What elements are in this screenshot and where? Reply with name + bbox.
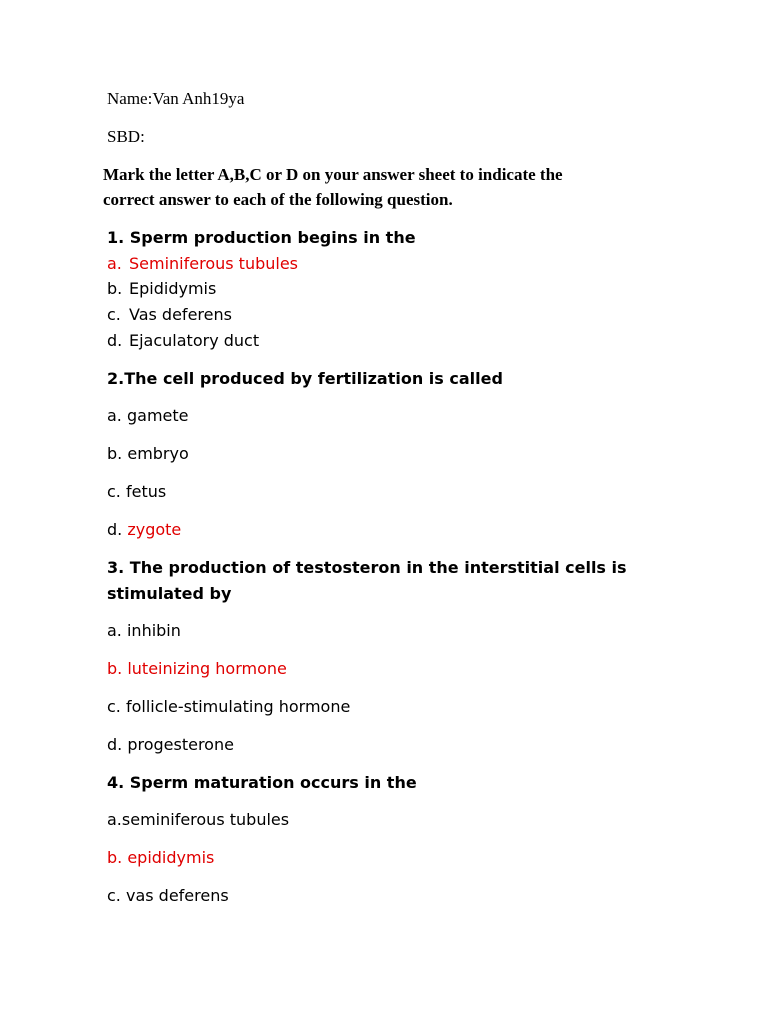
option-letter: a.	[107, 254, 122, 273]
question-1-option-c	[107, 305, 232, 325]
question-2-option-a	[107, 406, 189, 426]
student-name: Name:Van Anh19ya	[107, 89, 245, 108]
option-text: fetus	[125, 482, 167, 501]
question-1-option-a	[107, 254, 298, 274]
question-2-option-c	[107, 482, 166, 502]
question-3-option-c: c. follicle-stimulating hormone	[107, 697, 351, 716]
question-4-stem: 4. Sperm maturation occurs in the	[107, 773, 417, 792]
option-text: gamete	[126, 406, 189, 425]
question-3-option-d: d. progesterone	[107, 735, 234, 754]
question-1-option-d	[107, 331, 259, 351]
option-letter: b.	[107, 279, 123, 298]
option-letter: d.	[107, 520, 123, 539]
question-2-option-b	[107, 444, 189, 464]
question-1-option-b	[107, 279, 216, 299]
question-4-option-c: c. vas deferens	[107, 886, 229, 905]
question-4-option-a: a.seminiferous tubules	[107, 810, 290, 829]
question-3-stem-line-1: 3. The production of testosteron in the interstitial cells is	[107, 558, 627, 577]
question-3-option-a: a. inhibin	[107, 621, 181, 640]
option-text: Vas deferens	[129, 305, 232, 324]
option-letter: c.	[107, 305, 121, 324]
question-3-option-b: b. luteinizing hormone	[107, 659, 287, 678]
question-3-stem-line-2: stimulated by	[107, 584, 232, 603]
option-letter: d.	[107, 331, 123, 350]
student-sbd: SBD:	[107, 127, 145, 146]
option-letter: a.	[107, 406, 122, 425]
option-text: embryo	[127, 444, 189, 463]
question-2-stem: 2.The cell produced by fertilization is called	[107, 369, 503, 388]
option-text: zygote	[127, 520, 182, 539]
instruction-line-1: Mark the letter A,B,C or D on your answer sheet to indicate the	[103, 165, 563, 184]
option-text: Seminiferous tubules	[129, 254, 299, 273]
question-1-stem: 1. Sperm production begins in the	[107, 228, 416, 247]
option-text: Epididymis	[129, 279, 217, 298]
question-4-option-b: b. epididymis	[107, 848, 215, 867]
option-letter: c.	[107, 482, 121, 501]
question-2-option-d	[107, 520, 181, 540]
option-letter: b.	[107, 444, 123, 463]
instruction-line-2: correct answer to each of the following question.	[103, 190, 453, 209]
option-text: Ejaculatory duct	[129, 331, 260, 350]
